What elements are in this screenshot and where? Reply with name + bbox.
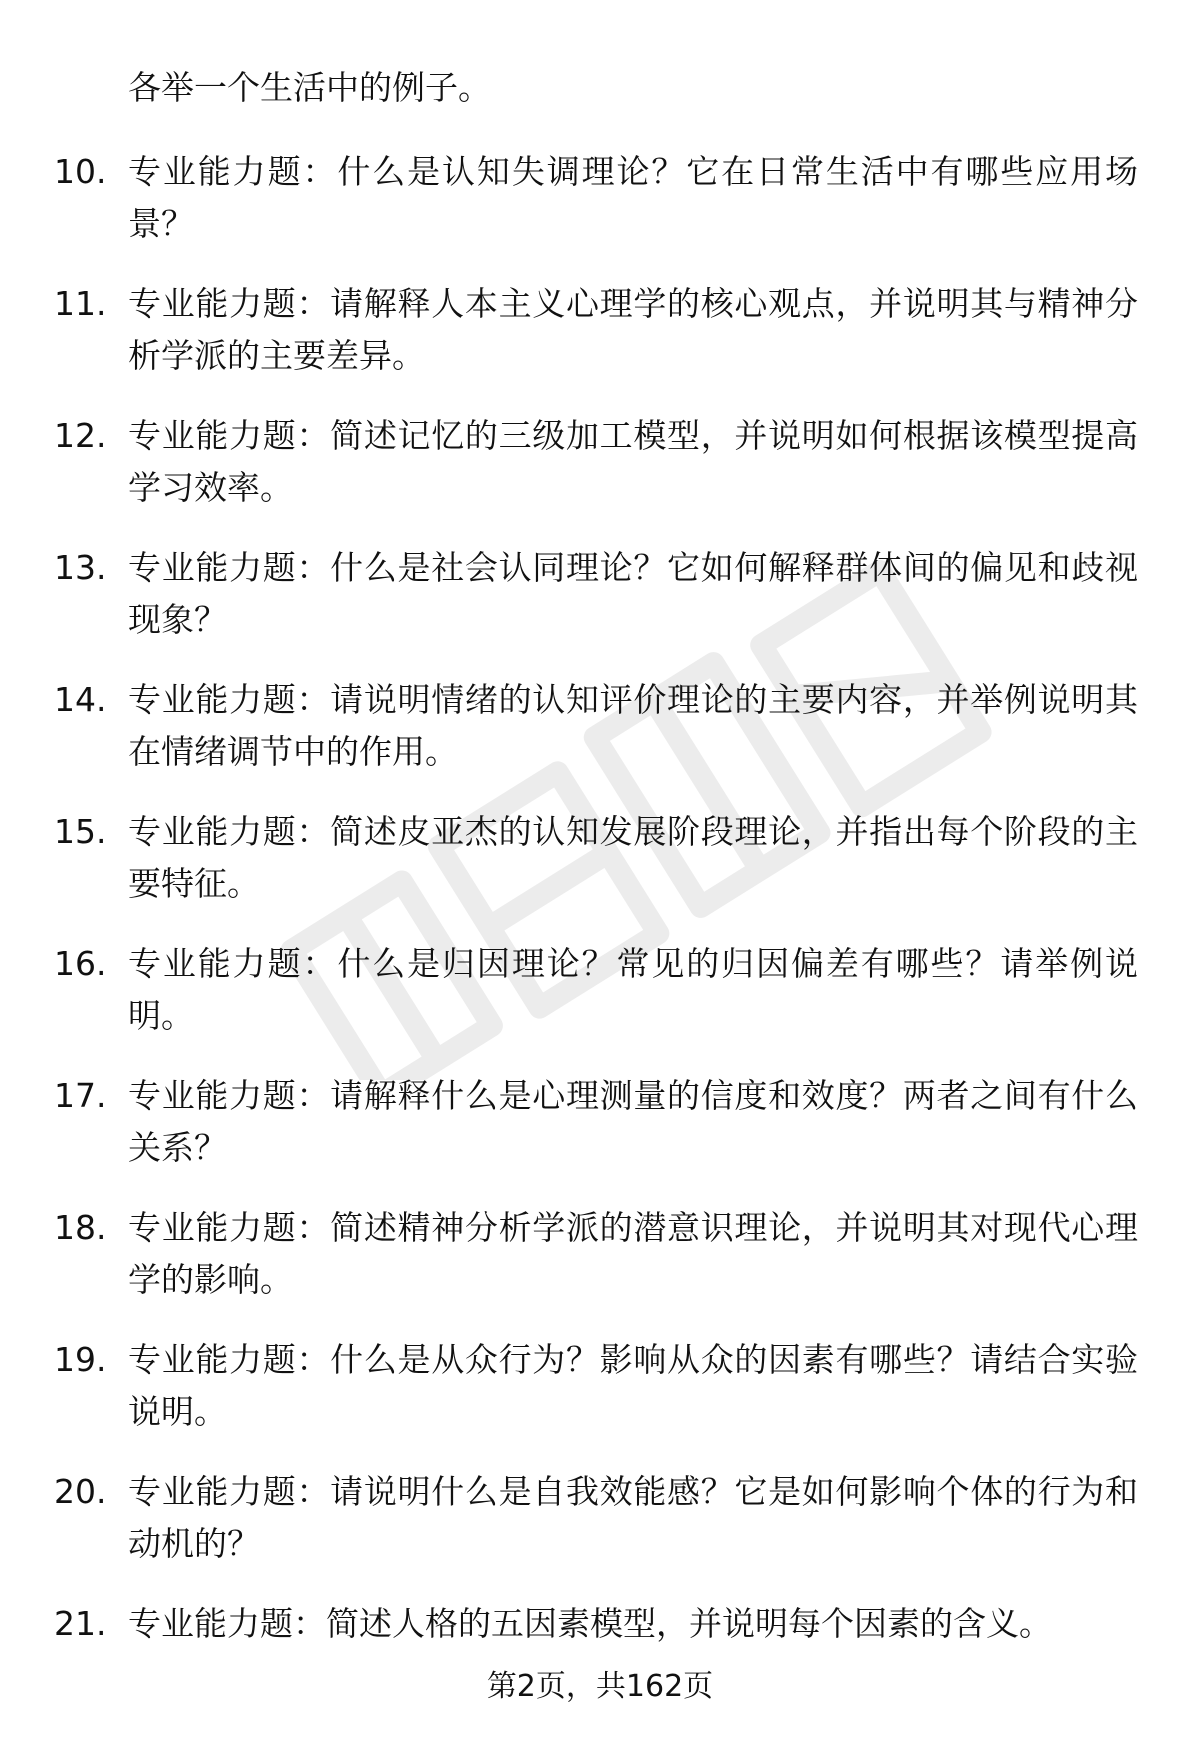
- question-item: [0, 1202, 1200, 1334]
- question-item: [0, 146, 1200, 278]
- page-footer: 第2页，共162页: [486, 1669, 714, 1704]
- question-text: 专业能力题：什么是认知失调理论？它在日常生活中有哪些应用场景？: [128, 152, 1138, 243]
- question-text: 专业能力题：简述精神分析学派的潜意识理论，并说明其对现代心理学的影响。: [128, 1208, 1138, 1299]
- question-number: 20.: [54, 1472, 107, 1511]
- question-text: 专业能力题：请解释什么是心理测量的信度和效度？两者之间有什么关系？: [128, 1076, 1138, 1167]
- question-item: [0, 1598, 1200, 1730]
- question-text: 专业能力题：请说明什么是自我效能感？它是如何影响个体的行为和动机的？: [128, 1472, 1138, 1563]
- question-number: 15.: [54, 812, 107, 851]
- question-number: 12.: [54, 416, 107, 455]
- question-text: 专业能力题：简述皮亚杰的认知发展阶段理论，并指出每个阶段的主要特征。: [128, 812, 1138, 903]
- question-number: 14.: [54, 680, 107, 719]
- question-text: 专业能力题：什么是归因理论？常见的归因偏差有哪些？请举例说明。: [128, 944, 1138, 1035]
- question-number: 11.: [54, 284, 107, 323]
- question-number: 17.: [54, 1076, 107, 1115]
- question-item: [0, 674, 1200, 806]
- question-text: 专业能力题：什么是社会认同理论？它如何解释群体间的偏见和歧视现象？: [128, 548, 1138, 639]
- continuation-text: 各举一个生活中的例子。: [128, 68, 491, 107]
- question-number: 13.: [54, 548, 107, 587]
- question-item: [0, 1070, 1200, 1202]
- question-number: 18.: [54, 1208, 107, 1247]
- question-item: [0, 278, 1200, 410]
- question-text: 专业能力题：请解释人本主义心理学的核心观点，并说明其与精神分析学派的主要差异。: [128, 284, 1138, 375]
- question-item: [0, 542, 1200, 674]
- question-item: [0, 938, 1200, 1070]
- question-item: [0, 1334, 1200, 1466]
- question-text: 专业能力题：简述人格的五因素模型，并说明每个因素的含义。: [128, 1604, 1052, 1643]
- question-item: [0, 1466, 1200, 1598]
- question-text: 专业能力题：什么是从众行为？影响从众的因素有哪些？请结合实验说明。: [128, 1340, 1138, 1431]
- question-text: 专业能力题：简述记忆的三级加工模型，并说明如何根据该模型提高学习效率。: [128, 416, 1138, 507]
- question-text: 专业能力题：请说明情绪的认知评价理论的主要内容，并举例说明其在情绪调节中的作用。: [128, 680, 1138, 771]
- question-item: [0, 806, 1200, 938]
- question-item: [0, 410, 1200, 542]
- question-list: [0, 146, 1200, 1730]
- question-number: 19.: [54, 1340, 107, 1379]
- question-number: 16.: [54, 944, 107, 983]
- question-number: 21.: [54, 1604, 107, 1643]
- question-number: 10.: [54, 152, 107, 191]
